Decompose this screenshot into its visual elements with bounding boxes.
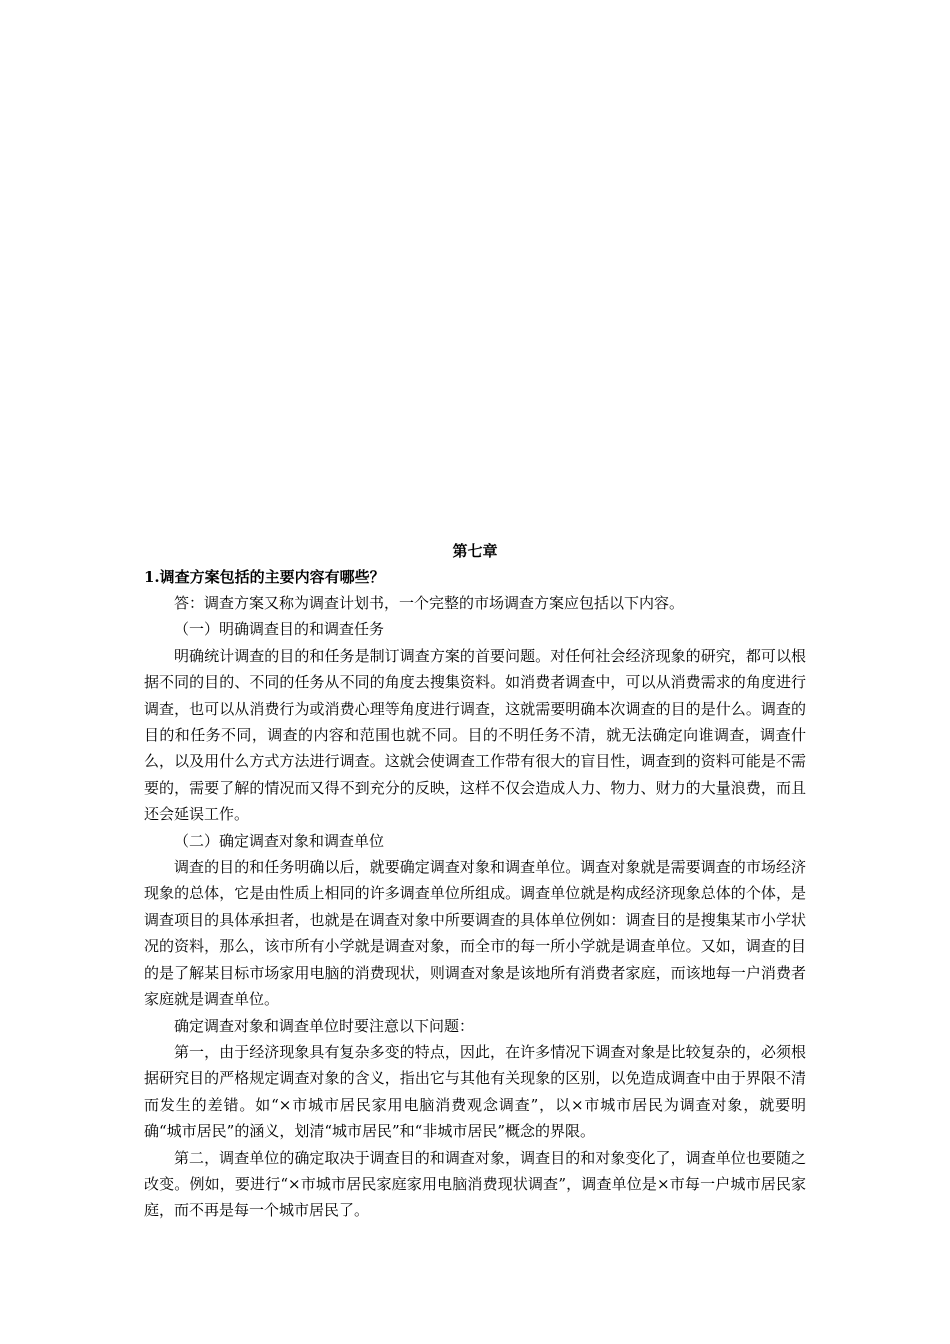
section-heading-1: （一）明确调查目的和调查任务 — [174, 620, 385, 639]
chapter-title: 第七章 — [452, 542, 498, 560]
section2-paragraph-3: 第一，由于经济现象具有复杂多变的特点，因此，在许多情况下调查对象是比较复杂的，必须根据研究目的严格规定调查对象的含义，指出它与其他有关现象的区别，以免造成调查中由于界限不清而发生的差错。如“×市城市居民家用电脑消费观念调查”，以×市城市居民为调查对象，就要明确“城市居民”的涵义，划清“城市居民”和“非城市居民”概念的界限。 — [144, 1042, 806, 1141]
section2-paragraph-4: 第二，调查单位的确定取决于调查目的和调查对象，调查目的和对象变化了，调查单位也要随之改变。例如，要进行“×市城市居民家庭家用电脑消费现状调查”，调查单位是×市每一户城市居民家庭，而不再是每一个城市居民了。 — [144, 1148, 806, 1220]
document-page — [144, 538, 806, 1224]
section1-paragraph-1: 明确统计调查的目的和任务是制订调查方案的首要问题。对任何社会经济现象的研究，都可以根据不同的目的、不同的任务从不同的角度去搜集资料。如消费者调查中，可以从消费需求的角度进行调查，也可以从消费行为或消费心理等角度进行调查，这就需要明确本次调查的目的是什么。调查的目的和任务不同，调查的内容和范围也就不同。目的不明任务不清，就无法确定向谁调查，调查什么，以及用什么方式方法进行调查。这就会使调查工作带有很大的盲目性，调查到的资料可能是不需要的，需要了解的情况而又得不到充分的反映，这样不仅会造成人力、物力、财力的大量浪费，而且还会延误工作。 — [144, 646, 806, 824]
answer-intro: 答：调查方案又称为调查计划书，一个完整的市场调查方案应包括以下内容。 — [174, 594, 685, 612]
section2-paragraph-2: 确定调查对象和调查单位时要注意以下问题： — [174, 1016, 475, 1035]
question-heading: 1.调查方案包括的主要内容有哪些？ — [144, 568, 385, 586]
section2-paragraph-1: 调查的目的和任务明确以后，就要确定调查对象和调查单位。调查对象就是需要调查的市场经济现象的总体，它是由性质上相同的许多调查单位所组成。调查单位就是构成经济现象总体的个体，是调查项目的具体承担者，也就是在调查对象中所要调查的具体单位例如：调查目的是搜集某市小学状况的资料，那么，该市所有小学就是调查对象，而全市的每一所小学就是调查单位。又如，调查的目的是了解某目标市场家用电脑的消费现状，则调查对象是该地所有消费者家庭，而该地每一户消费者家庭就是调查单位。 — [144, 858, 806, 1009]
section-heading-2: （二）确定调查对象和调查单位 — [174, 831, 385, 850]
